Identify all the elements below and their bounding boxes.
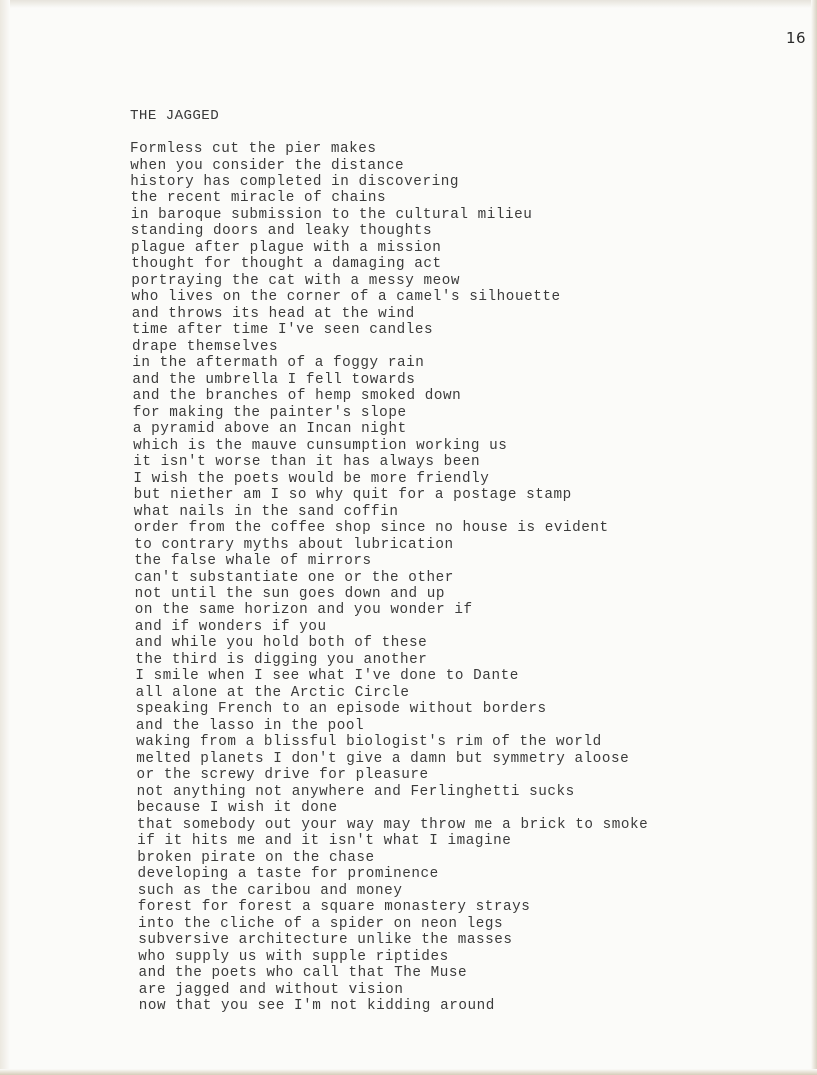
poem-line: not until the sun goes down and up bbox=[134, 586, 445, 602]
poem-line: melted planets I don't give a damn but symmetry aloose bbox=[136, 750, 630, 767]
poem-line: not anything not anywhere and Ferlinghetti sucks bbox=[136, 783, 575, 800]
poem-line: broken pirate on the chase bbox=[137, 849, 375, 866]
poem-line: and throws its head at the wind bbox=[131, 305, 415, 322]
poem-line: which is the mauve cunsumption working us bbox=[133, 437, 508, 454]
poem-line: into the cliche of a spider on neon legs bbox=[138, 915, 504, 932]
poem-line: the third is digging you another bbox=[135, 651, 428, 668]
poem-line: for making the painter's slope bbox=[132, 404, 407, 421]
poem-line: on the same horizon and you wonder if bbox=[134, 602, 473, 619]
poem-line: who lives on the corner of a camel's silhouette bbox=[131, 289, 561, 306]
poem-line: but niether am I so why quit for a postage stamp bbox=[133, 487, 572, 504]
poem-line: waking from a blissful biologist's rim of the world bbox=[136, 734, 602, 751]
poem-line: can't substantiate one or the other bbox=[134, 569, 454, 586]
poem-line: time after time I've seen candles bbox=[131, 322, 434, 339]
poem-line: thought for thought a damaging act bbox=[131, 256, 442, 273]
poem-line: in the aftermath of a foggy rain bbox=[132, 355, 425, 372]
poem-line: order from the coffee shop since no house is evident bbox=[133, 520, 609, 536]
poem-line: forest for forest a square monastery strays bbox=[137, 899, 531, 916]
poem-line: who supply us with supple riptides bbox=[138, 948, 449, 965]
poem-line: and while you hold both of these bbox=[135, 635, 428, 652]
poem-line: to contrary myths about lubrication bbox=[134, 536, 454, 553]
poem-line: I smile when I see what I've done to Dante bbox=[135, 668, 519, 685]
poem-line: I wish the poets would be more friendly bbox=[133, 470, 490, 487]
poem-line: when you consider the distance bbox=[130, 157, 405, 174]
poem-line: because I wish it done bbox=[136, 800, 338, 817]
poem-line: Formless cut the pier makes bbox=[130, 141, 377, 157]
poem-line: standing doors and leaky thoughts bbox=[130, 223, 433, 240]
poem-line: the false whale of mirrors bbox=[134, 553, 372, 569]
poem-line: that somebody out your way may throw me a brick to smoke bbox=[137, 816, 649, 833]
poem-line: plague after plague with a mission bbox=[131, 239, 442, 256]
poem-line: subversive architecture unlike the masses bbox=[138, 932, 513, 948]
poem-line: drape themselves bbox=[132, 338, 279, 355]
poem-line: and the poets who call that The Muse bbox=[138, 965, 468, 981]
poem-line: a pyramid above an Incan night bbox=[132, 421, 407, 438]
poem-line: are jagged and without vision bbox=[138, 981, 404, 998]
poem-line: and the lasso in the pool bbox=[135, 717, 365, 734]
poem-line: if it hits me and it isn't what I imagine bbox=[137, 833, 512, 850]
poem-line: it isn't worse than it has always been bbox=[133, 454, 481, 471]
page-number: 16 bbox=[786, 29, 807, 47]
poem-line: or the screwy drive for pleasure bbox=[136, 767, 429, 784]
poem-line: now that you see I'm not kidding around bbox=[138, 998, 495, 1014]
poem-line: in baroque submission to the cultural milieu bbox=[130, 206, 533, 223]
poem-line: all alone at the Arctic Circle bbox=[135, 684, 410, 701]
poem-line: and if wonders if you bbox=[134, 618, 327, 635]
poem-line: what nails in the sand coffin bbox=[133, 503, 399, 520]
poem-line: speaking French to an episode without borders bbox=[135, 701, 547, 718]
poem-line: history has completed in discovering bbox=[130, 174, 459, 190]
poem-title: THE JAGGED bbox=[130, 108, 220, 124]
poem-line: and the branches of hemp smoked down bbox=[132, 388, 462, 405]
poem-line: portraying the cat with a messy meow bbox=[131, 272, 461, 289]
poem-line: and the umbrella I fell towards bbox=[132, 371, 416, 388]
poem-line: such as the caribou and money bbox=[137, 882, 403, 899]
poem-line: developing a taste for prominence bbox=[137, 866, 439, 883]
poem-line: the recent miracle of chains bbox=[130, 190, 387, 207]
